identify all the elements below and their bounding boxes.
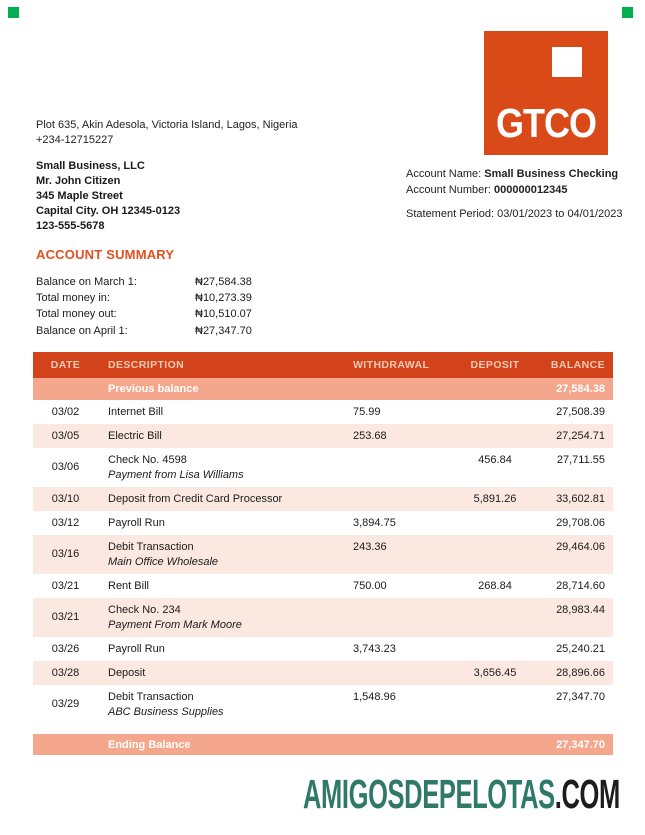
table-row [33,574,613,598]
cell-date: 03/21 [51,611,80,623]
corner-marker-left [8,7,19,18]
previous-balance-label: Previous balance [108,383,199,395]
cell-withdrawal: 3,743.23 [353,642,396,655]
table-row [33,424,613,448]
statement-period: Statement Period: 03/01/2023 to 04/01/2023 [406,208,623,220]
transactions-table [33,352,613,755]
column-header-description: DESCRIPTION [108,359,185,371]
cell-balance: 28,896.66 [556,666,605,679]
table-row [33,511,613,535]
table-row [33,400,613,424]
cell-description: Debit Transaction ABC Business Supplies [108,690,224,718]
table-row [33,685,613,724]
previous-balance-row [33,378,613,400]
customer-contact: Mr. John Citizen [36,175,121,187]
cell-withdrawal: 3,894.75 [353,516,396,529]
gtco-logo [484,31,608,155]
summary-label: Balance on March 1: [36,276,137,289]
summary-row [36,290,252,306]
summary-value: ₦10,510.07 [195,308,252,321]
column-header-balance: BALANCE [550,359,605,371]
customer-street: 345 Maple Street [36,190,123,202]
cell-withdrawal: 1,548.96 [353,690,396,703]
previous-balance-value: 27,584.38 [556,383,605,395]
cell-description: Payroll Run [108,516,165,529]
cell-description: Deposit [108,666,146,679]
customer-name: Small Business, LLC [36,160,145,172]
cell-balance: 25,240.21 [556,642,605,655]
cell-balance: 33,602.81 [556,492,605,505]
cell-date: 03/02 [51,405,80,418]
account-summary-title: ACCOUNT SUMMARY [36,247,175,262]
customer-phone: 123-555-5678 [36,220,105,232]
cell-deposit: 456.84 [478,453,512,466]
cell-date: 03/26 [51,642,80,655]
cell-description: Payroll Run [108,642,165,655]
watermark [303,772,620,819]
cell-date: 03/29 [51,698,80,710]
cell-date: 03/21 [51,579,80,592]
account-number-label: Account Number: [406,183,495,196]
cell-balance: 29,464.06 [556,540,605,553]
corner-marker-right [622,7,633,18]
summary-value: ₦10,273.39 [195,292,252,305]
cell-deposit: 268.84 [478,579,512,592]
ending-balance-row [33,734,613,755]
ending-balance-value: 27,347.70 [556,738,605,751]
customer-address-block [36,159,180,234]
cell-description: Electric Bill [108,429,162,442]
bank-phone: +234-12715227 [36,134,114,146]
watermark-site-name: AMIGOSDEPELOTAS [303,772,555,818]
summary-label: Balance on April 1: [36,324,128,337]
cell-date: 03/05 [51,429,80,442]
cell-withdrawal: 750.00 [353,579,387,592]
summary-row [36,306,252,322]
column-header-deposit: DEPOSIT [470,359,520,371]
account-name-line [406,167,623,183]
account-number-value: 000000012345 [494,183,568,196]
table-row [33,487,613,511]
cell-description: Debit Transaction Main Office Wholesale [108,540,219,568]
cell-description: Deposit from Credit Card Processor [108,492,283,505]
logo-white-square-icon [552,47,582,77]
summary-label: Total money in: [36,292,110,305]
account-name-value: Small Business Checking [484,168,619,180]
account-number-line [406,183,623,199]
watermark-tld: .COM [554,772,620,818]
account-info-block [406,167,623,223]
bank-address-line: Plot 635, Akin Adesola, Victoria Island, Lagos, Nigeria [36,119,298,131]
cell-description: Check No. 234 Payment From Mark Moore [108,603,242,631]
cell-withdrawal: 243.36 [353,540,387,553]
ending-balance-label: Ending Balance [108,738,191,751]
cell-balance: 29,708.06 [556,516,605,529]
cell-date: 03/12 [51,516,80,529]
customer-city: Capital City. OH 12345-0123 [36,205,181,217]
cell-withdrawal: 253.68 [353,429,387,442]
table-row [33,598,613,637]
transaction-rows [33,400,613,724]
account-summary-block [36,274,252,339]
cell-deposit: 3,656.45 [473,666,517,679]
summary-value: ₦27,347.70 [195,324,252,337]
summary-row [36,274,252,290]
table-header-row [33,352,613,378]
bank-address-block [36,118,298,148]
cell-balance: 27,254.71 [556,429,605,442]
table-row [33,637,613,661]
cell-withdrawal: 75.99 [353,405,381,418]
account-name-label: Account Name: [406,168,485,180]
column-header-withdrawal: WITHDRAWAL [353,359,430,371]
logo-text: GTCO [496,99,596,146]
table-row [33,535,613,574]
cell-description: Check No. 4598 Payment from Lisa Williams [108,453,244,481]
summary-row [36,323,252,339]
cell-date: 03/06 [51,461,80,473]
cell-deposit: 5,891.26 [473,492,517,505]
cell-date: 03/10 [51,492,80,505]
cell-balance: 27,508.39 [556,405,605,418]
cell-date: 03/16 [51,548,80,560]
table-row [33,448,613,487]
cell-date: 03/28 [51,666,80,679]
table-row [33,661,613,685]
summary-value: ₦27,584.38 [195,276,252,289]
cell-balance: 27,347.70 [556,690,605,703]
cell-description: Internet Bill [108,405,164,418]
cell-balance: 28,714.60 [556,579,605,592]
table-gap [33,724,613,734]
column-header-date: DATE [50,359,81,371]
cell-balance: 27,711.55 [556,453,605,466]
cell-description: Rent Bill [108,579,149,592]
cell-balance: 28,983.44 [556,603,605,616]
summary-label: Total money out: [36,308,117,321]
